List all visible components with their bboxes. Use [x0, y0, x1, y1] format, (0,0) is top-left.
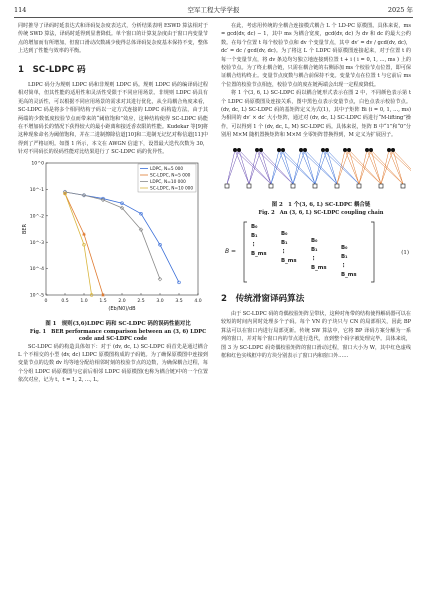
x-axis-label: (Eb/N0)/dB [108, 305, 136, 312]
x-tick-label: 0 [44, 298, 48, 304]
edge [323, 150, 337, 184]
matrix-block: B₀ [281, 230, 288, 237]
edge [337, 150, 345, 184]
left-after-paragraph: SC-LDPC 码的构造具体如下：对于 (dv, dc, L) SC-LDPC 码首先是通过耦合 L 个不相交的小型 (dv, dc) LDPC 原模图构成的子码链。为了确保原模图中连接到变量节点的边数 dv 均等地分配给相邻时刻的校验节点的边数，为确保耦合过程，每个分组 LDPC 码原模图与它前后相邻 LDPC 码原模图(也称为耦合链)中的一个位置依次对应，记为 t，t = 1, 2, …, L。 [18, 343, 208, 384]
section-2-paragraph: 由于 SC-LDPC 码的奇偶校验矩阵呈带状，这种对角带的结构使得解码器可以在较短的时间内同时处理多个子码。每个 VN 的子块只与 CN 的局部相关，因此 BP 算法可以在窗口内进行局部更新。传统 SW 算法中，它将 BP 译码方案分解为一系列的窗口，并对每个窗口内的节点进行迭代，直到整个码字被处理完毕。具体来说，图 3 为 SC-LDPC 码奇偶校验矩阵的窗口滑动过程，窗口大小为 W，其中红色虚线框和红色实线框中的方块分别表示了窗口内和窗口外…… [221, 310, 411, 359]
check-node [225, 184, 229, 188]
edge [279, 150, 293, 184]
section-1-title: 1 SC-LDPC 码 [18, 64, 86, 75]
x-tick-label: 3.0 [156, 298, 164, 304]
matrix-block: ⋮ [251, 241, 257, 248]
right-column [221, 22, 411, 360]
edge [381, 150, 389, 184]
matrix-block: B₀ [251, 223, 258, 230]
edge [301, 150, 315, 184]
edge [315, 150, 323, 184]
x-tick-label: 0.5 [61, 298, 69, 304]
edge [393, 150, 411, 184]
x-tick-label: 2.5 [137, 298, 145, 304]
check-node [269, 184, 273, 188]
matrix-block: B₁ [311, 246, 318, 253]
x-tick-label: 1.0 [80, 298, 88, 304]
left-column [18, 22, 208, 385]
variable-node [347, 148, 351, 152]
matrix-block: B₀ [341, 244, 348, 251]
variable-node [343, 148, 347, 152]
right-bracket [371, 222, 374, 282]
variable-node [237, 148, 241, 152]
edge [359, 150, 367, 184]
edge [389, 150, 403, 184]
check-node [401, 184, 405, 188]
figure-1-caption-en: Fig. 1 BER performance comparison between an (3, 6) LDPC code and SC-LDPC code [29, 328, 207, 342]
matrix-block: B_ms [281, 257, 297, 264]
x-tick-label: 4.0 [194, 298, 202, 304]
section-1-paragraph: LDPC 码分为规则 LDPC 码和非规则 LDPC 码。规则 LDPC 码的编译码过程相对简单，但其性能的适用性和灵活性受限于不同应用场景。非规则 LDPC 码具有更高的灵活性，可以根据不同应用场景的需求对其进行优化，从全局耦合角度来看，SC-LDPC 码是将多个相同结构子码以一定方式连接的 LDPC 码构造方法，由于其两端的少数低度校验节点而带来的“阈值饱和”效应，这种结构使得 SC-LDPC 码能在不增加码长的情况下获得较大的最小距离和接近香农限的性能。Kudekar 等[9]将这种现象命名为阈值饱和，并在二进制擦除信道[10]和二进制无记忆对称信道[11]中得到了严格证明。如图 1 所示，本文在 AWGN 信道下，设置最大迭代次数为 30，针对不同码长的误码性能对比结果进行了 SC-LDPC 码的优异性。 [18, 82, 208, 156]
check-node [379, 184, 383, 188]
matrix-block: B_ms [341, 271, 357, 278]
base-matrix-equation [221, 219, 391, 285]
matrix-block: B_ms [311, 264, 327, 271]
left-bracket [244, 222, 247, 282]
edge [367, 150, 381, 184]
intro-paragraph: 同时推导了译码时延表达式和译码复杂度表达式，分析结果表明 ESWD 算法相对于传统 SWD 算法，译码时延得到显著降低。单个窗口的计算复杂度由于窗口内变量节点的增加而有所增加，但窗口滑动次数减少使得总体译码复杂度基本保持不变，整体上达到了性能与效率的平衡。 [18, 23, 208, 55]
legend-label: SC-LDPC, N=5 000 [150, 173, 191, 179]
journal-name: 空军工程大学学报 [187, 6, 240, 14]
right-paragraph-1: 在此，考虑用传统的全耦合连接模式耦合 L 个 LD-PC 原模图。具体来说，ms = gcd(dv, dc) − 1，其中 ms 为耦合宽度，gcd(dv, dc) 为 dv 和 dc 的最大公约数。在每个位置 t 每个校验节点和 dv 个变量节点，其中 dv′ = dv / gcd(dv, dc)，dc′ = dc / gcd(dv, dc)。为了将这 L 个 LDPC 码原模图连接起来，对于位置 t 的每一个变量节点，将 dv 条边均匀独立地连接到位置 t + i ( i = 0, 1, …, ms ) 上的校验节点。为了终止耦合链，只需在耦合链的右侧添加 ms 个校验节点位置，即可保证耦合结构终止。变量节点度数与耦合前保持不变。变量节点在位置 t 与它前后 ms 个位置的校验节点相连，校验节点的度在链两端会出现一定程度降低。 [221, 23, 411, 88]
variable-node [303, 148, 307, 152]
section-2-title: 2 传统滑窗译码算法 [221, 293, 305, 304]
y-tick-label: 10^-4 [29, 266, 44, 272]
figure-2-caption-cn: 图 2 1 个(3, 6, L) SC-LDPC 耦合链 [271, 202, 371, 209]
running-header [14, 5, 413, 18]
edge [227, 150, 235, 184]
equation-1 [221, 219, 411, 285]
edge [389, 150, 411, 184]
equation-lhs: B = [225, 247, 237, 255]
journal-year: 2025 年 [387, 6, 413, 14]
matrix-block: B_ms [251, 250, 267, 257]
matrix-block: ⋮ [341, 262, 347, 269]
right-paragraph-2: 将 1 个(3, 6, L) SC-LDPC 码以耦合链形式表示在图 2 中，不同颜色表示第 t 个 LDPC 码原模图及连接关系，图中黑色点表示变量节点，白色点表示校验节点。(dv, dc, L) SC-LDPC 码的基矩阵定义为式(1)，其中子矩阵 Bi (i = 0, 1, …, ms) 为相同的 dv′ × dc′ 大小矩阵，通过对 (dv, dc, L) SC-LDPC 码进行“M-lifting”操作，可以得到 1 个 (dv, dc, L, M) SC-LDPC 码。具体来说，矩阵 B 中“1”和“0”分别用 M×M 随机置换矩阵和 M×M 全零矩阵替换得到，M 定义为扩展因子。 [221, 90, 411, 139]
check-node [291, 184, 295, 188]
figure-1 [18, 157, 208, 343]
variable-node [233, 148, 237, 152]
data-point [101, 293, 105, 297]
variable-node [391, 148, 395, 152]
series-line [65, 192, 179, 282]
variable-node [255, 148, 259, 152]
y-tick-label: 10^0 [31, 161, 44, 167]
legend-label: SC-LDPC, N=10 000 [150, 186, 194, 192]
check-node [247, 184, 251, 188]
matrix-block: ⋮ [311, 255, 317, 262]
figure-2 [221, 140, 411, 217]
y-tick-label: 10^-2 [29, 214, 44, 220]
legend-label: LDPC, N=10 000 [150, 179, 186, 185]
y-tick-label: 10^-3 [29, 240, 44, 246]
coupling-chain-diagram [221, 140, 411, 198]
x-tick-label: 1.5 [99, 298, 107, 304]
matrix-block: B₀ [311, 237, 318, 244]
page-number: 114 [14, 6, 27, 14]
data-point [82, 232, 86, 236]
x-tick-label: 3.5 [175, 298, 183, 304]
check-node [357, 184, 361, 188]
variable-node [325, 148, 329, 152]
edge [235, 150, 249, 184]
variable-node [387, 148, 391, 152]
variable-node [369, 148, 373, 152]
variable-node [281, 148, 285, 152]
y-axis-label: BER [22, 223, 28, 234]
variable-node [259, 148, 263, 152]
edge [345, 150, 359, 184]
edge [293, 150, 301, 184]
edge [257, 150, 271, 184]
y-tick-label: 10^-5 [29, 293, 44, 299]
variable-node [277, 148, 281, 152]
variable-node [299, 148, 303, 152]
y-tick-label: 10^-1 [29, 187, 44, 193]
edge [271, 150, 279, 184]
check-node [335, 184, 339, 188]
check-node [313, 184, 317, 188]
ber-chart [18, 157, 208, 317]
matrix-block: ⋮ [281, 248, 287, 255]
equation-number: (1) [401, 249, 409, 256]
matrix-block: B₁ [251, 232, 258, 239]
edge [249, 150, 257, 184]
variable-node [365, 148, 369, 152]
series-line [65, 193, 92, 295]
x-tick-label: 2.0 [118, 298, 126, 304]
matrix-block: B₁ [341, 253, 348, 260]
legend-label: LDPC, N=5 000 [150, 166, 184, 172]
matrix-block: B₁ [281, 239, 288, 246]
figure-2-caption-en: Fig. 2 An (3, 6, L) SC-LDPC coupling chain [258, 209, 384, 216]
series-line [65, 192, 160, 279]
figure-1-caption-cn: 图 1 规则(3,6)LDPC 码和 SC-LDPC 码的误码性能对比 [45, 321, 191, 328]
variable-node [321, 148, 325, 152]
